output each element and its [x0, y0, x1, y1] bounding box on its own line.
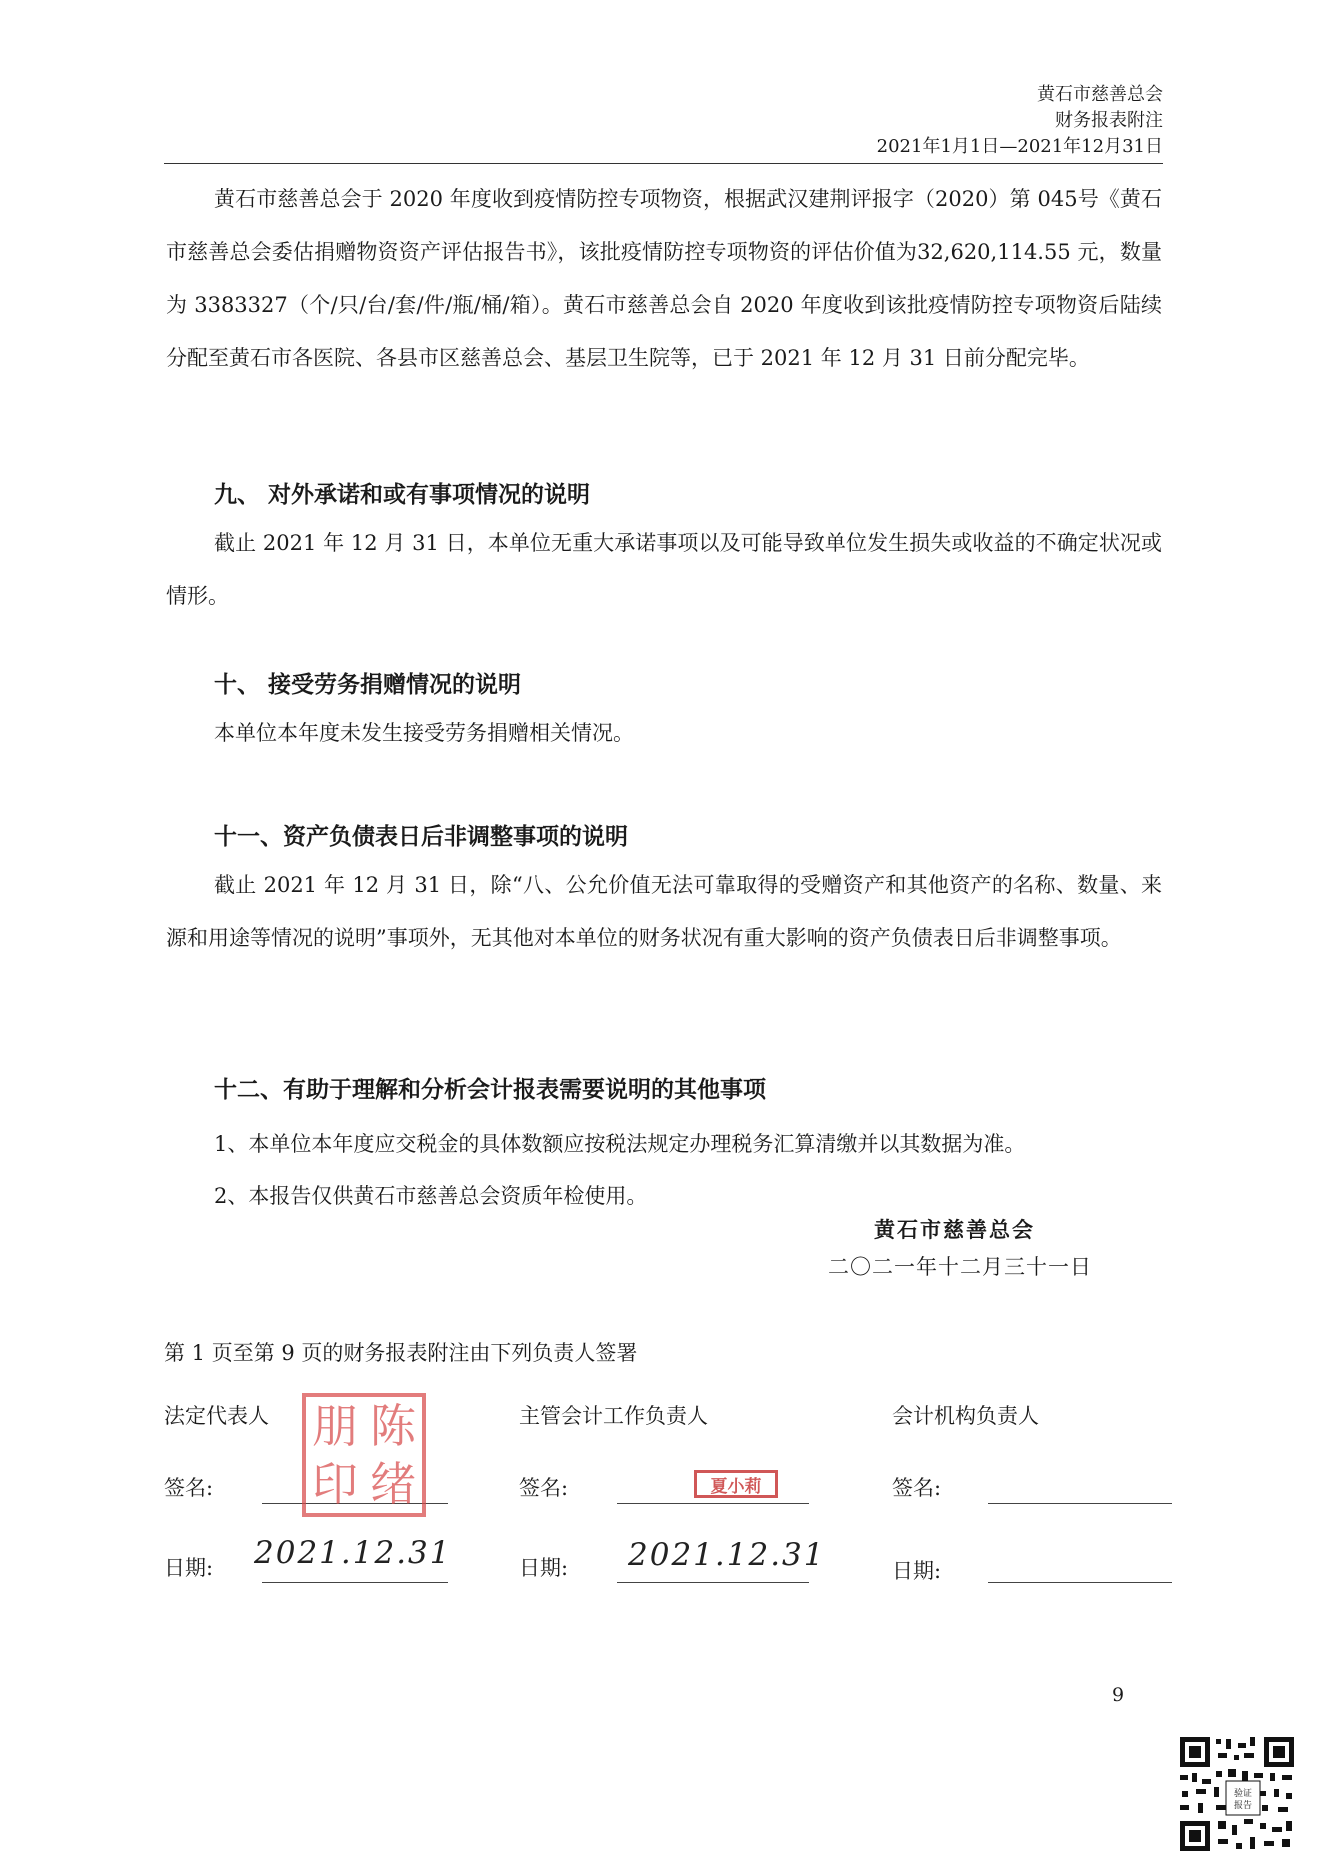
accounting-head-sign-label: 签名:	[519, 1476, 569, 1500]
accounting-head-date-label: 日期:	[519, 1556, 569, 1580]
legal-rep-sign-label: 签名:	[164, 1476, 214, 1500]
accounting-head-seal: 夏小莉	[694, 1470, 778, 1498]
accounting-head-date-line	[617, 1582, 809, 1583]
accounting-dept-date-line	[988, 1582, 1172, 1583]
section-9-text: 截止 2021 年 12 月 31 日，本单位无重大承诺事项以及可能导致单位发生损失或收益的不确定状况或情形。	[166, 531, 1162, 608]
section-10-heading: 十、 接受劳务捐赠情况的说明	[214, 672, 522, 698]
legal-rep-date-line	[262, 1582, 448, 1583]
accounting-head-sign-line	[617, 1503, 809, 1504]
section-9-heading: 九、 对外承诺和或有事项情况的说明	[214, 482, 591, 508]
section-10-text: 本单位本年度未发生接受劳务捐赠相关情况。	[214, 721, 634, 745]
accounting-dept-sign-label: 签名:	[892, 1476, 942, 1500]
svg-text:报告: 报告	[1233, 1801, 1253, 1811]
accounting-head-date-handwritten: 2021.12.31	[628, 1537, 826, 1573]
intro-paragraph: 黄石市慈善总会于 2020 年度收到疫情防控专项物资，根据武汉建荆评报字（2020）第 045号《黄石市慈善总会委估捐赠物资资产评估报告书》，该批疫情防控专项物资的评估价值为32,620,114.55 元，数量为 3383327（个/只/台/套/件/瓶/桶/箱）。黄石市慈善总会自 2020 年度收到该批疫情防控专项物资后陆续分配至黄石市各医院、各县市区慈善总会、基层卫生院等，已于 2021 年 12 月 31 日前分配完毕。	[166, 187, 1162, 370]
section-11-text: 截止 2021 年 12 月 31 日，除“八、公允价值无法可靠取得的受赠资产和其他资产的名称、数量、来源和用途等情况的说明”事项外，无其他对本单位的财务状况有重大影响的资产负债表日后非调整事项。	[166, 873, 1162, 950]
legal-rep-date-handwritten: 2021.12.31	[254, 1535, 452, 1571]
closing-org-name: 黄石市慈善总会	[874, 1217, 1035, 1242]
svg-text:验证: 验证	[1233, 1789, 1253, 1799]
section-12-heading: 十二、有助于理解和分析会计报表需要说明的其他事项	[214, 1077, 766, 1103]
section-12-item-2: 2、本报告仅供黄石市慈善总会资质年检使用。	[214, 1184, 648, 1208]
verification-qr-code	[1178, 1735, 1296, 1853]
accounting-head-role: 主管会计工作负责人	[519, 1404, 708, 1428]
accounting-dept-sign-line	[988, 1503, 1172, 1504]
header-divider	[164, 163, 1163, 164]
seal-char: 印	[312, 1457, 358, 1511]
header-org: 黄石市慈善总会	[1037, 84, 1163, 105]
header-doc-title: 财务报表附注	[1055, 110, 1163, 131]
seal-char: 绪	[370, 1457, 416, 1511]
seal-char: 朋	[312, 1399, 358, 1453]
section-12-item-1: 1、本单位本年度应交税金的具体数额应按税法规定办理税务汇算清缴并以其数据为准。	[214, 1132, 1026, 1156]
seal-char: 陈	[370, 1399, 416, 1453]
legal-rep-role: 法定代表人	[164, 1404, 269, 1428]
accounting-dept-role: 会计机构负责人	[892, 1404, 1039, 1428]
legal-rep-date-label: 日期:	[164, 1556, 214, 1580]
header-period: 2021年1月1日—2021年12月31日	[876, 136, 1163, 157]
closing-date: 二〇二一年十二月三十一日	[828, 1255, 1092, 1279]
signature-intro: 第 1 页至第 9 页的财务报表附注由下列负责人签署	[164, 1341, 638, 1365]
accounting-dept-date-label: 日期:	[892, 1559, 942, 1583]
page-header	[877, 82, 1163, 160]
legal-rep-seal	[302, 1393, 426, 1517]
page-number: 9	[1112, 1684, 1125, 1706]
section-11-heading: 十一、资产负债表日后非调整事项的说明	[214, 824, 628, 850]
